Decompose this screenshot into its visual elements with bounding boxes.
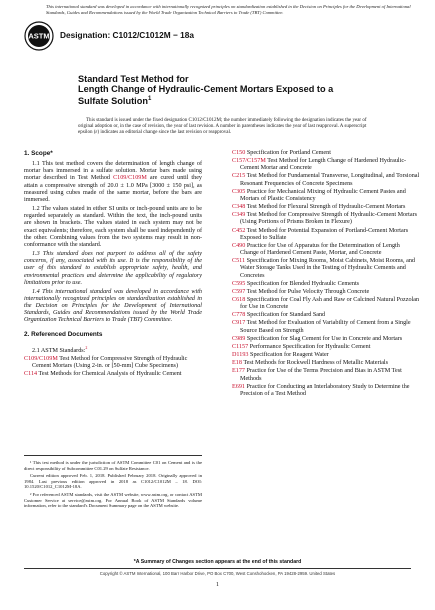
reference-code-link[interactable]: C597 [232,288,246,295]
reference-item [232,228,420,242]
reference-item [232,336,420,343]
right-column [232,150,420,399]
reference-item [232,352,420,359]
reference-code-link[interactable]: C917 [232,320,246,327]
reference-title: Specification for Standard Sand [245,312,326,319]
scope-1-1-text: 1.1 This test method covers the determination of length change of mortar bars immersed in a sulfate solution. Mortar bars made using mortar described in Test Method [24,161,202,182]
scope-heading: 1. Scope* [24,150,53,157]
reference-title: Test Methods for Rockwell Hardness of Metallic Materials [241,360,389,367]
reference-title: Test Methods for Chemical Analysis of Hydraulic Cement [37,371,182,378]
reference-item [232,173,420,187]
reference-item [24,371,202,378]
document-title [78,74,378,107]
designation-label [60,30,194,40]
scope-1-1 [24,161,202,204]
svg-text:ASTM: ASTM [28,31,50,41]
footnotes [24,455,202,511]
reference-code-link[interactable]: C215 [232,173,246,180]
reference-code-link[interactable]: C349 [232,212,246,219]
reference-title: Practice for Mechanical Mixing of Hydraulic Cement Pastes and Mortars of Plastic Consistency [240,188,406,202]
left-reference-list [24,356,202,378]
reference-title: Test Method for Compressive Strength of Hydraulic-Cement Mortars (Using Portions of Prisms Broken in Flexure) [240,212,418,226]
footnote-1: ¹ This test method is under the jurisdiction of ASTM Committee C01 on Cement and is the direct responsibility of Subcommittee C01.29 on Sulfate Resistance. [24,460,202,471]
reference-item [232,243,420,257]
reference-code-link[interactable]: C109/C109M [24,355,58,362]
reference-title: Specification for Coal Fly Ash and Raw or Calcined Natural Pozzolan for Use in Concrete [240,296,420,311]
reference-title: Test Method for Length Change of Hardened Hydraulic-Cement Mortar and Concrete [240,158,407,172]
scope-1-1-rest: are cured until they attain a compressive strength of 20.0 ± 1.0 MPa [3000 ± 150 psi], as measured using cubes made of the same mortar, before the bars are immersed. [24,175,203,203]
reference-code-link[interactable]: C157/C157M [232,158,266,165]
reference-item [232,204,420,211]
reference-code-link[interactable]: C595 [232,280,246,287]
footnote-2: ² For referenced ASTM standards, visit the ASTM website, www.astm.org, or contact ASTM Customer Service at service@astm.org. For Annual Book of ASTM Standards volume information, refer to the standard's Document Summary page on the ASTM website. [24,491,202,509]
reference-item [232,289,420,296]
reference-code-link[interactable]: E18 [232,360,242,367]
issuance-notice: This standard is issued under the fixed designation C1012/C1012M; the number immediately following the designation indicates the year of original adoption or, in the case of revision, the year of last revision. A number in parentheses indicates the year of last reapproval. A superscript epsilon (ε) indicates an editorial change since the last revision or reapproval. [78,118,367,135]
scope-1-3: 1.3 This standard does not purport to address all of the safety concerns, if any, associated with its use. It is the responsibility of the user of this standard to establish appropriate safety, health, and environmental practices and determine the applicability of regulatory limitations prior to use. [24,251,202,286]
reference-item [232,258,420,279]
title-footnote-mark: 1 [147,96,152,103]
copyright-text: Copyright © ASTM International, 100 Barr Harbor Drive, PO Box C700, West Conshohocken, PA 19428-2959. United States [99,571,336,576]
reference-item [232,360,420,367]
astm-standards-label [32,344,202,355]
reference-code-link[interactable]: C618 [232,296,246,303]
title-line-1: Standard Test Method for [78,74,189,84]
reference-title: Performance Specification for Hydraulic Cement [248,343,371,350]
reference-item [232,189,420,203]
reference-title: Test Method for Flexural Strength of Hydraulic-Cement Mortars [245,204,406,211]
reference-title: Test Method for Pulse Velocity Through Concrete [245,288,370,295]
reference-item [232,297,420,311]
reference-title: Practice for Use of Apparatus for the Determination of Length Change of Hardened Cement Paste, Mortar, and Concrete [240,242,400,257]
scope-1-1-ref-link[interactable]: C109/C109M [113,175,147,182]
summary-of-changes-note: *A Summary of Changes section appears at the end of this standard [133,559,302,565]
reference-title: Specification for Slag Cement for Use in Concrete and Mortars [245,335,403,342]
reference-item [232,320,420,334]
reference-title: Specification for Mixing Rooms, Moist Cabinets, Moist Rooms, and Water Storage Tanks Used in the Testing of Hydraulic Cements and Concretes [240,258,415,279]
reference-item [24,356,202,370]
reference-code-link[interactable]: C778 [232,312,246,319]
reference-title: Specification for Reagent Water [248,352,329,359]
reference-item [232,368,420,382]
reference-code-link[interactable]: C150 [232,150,246,156]
astm-logo-icon [24,21,54,51]
reference-code-link[interactable]: C989 [232,335,246,342]
reference-code-link[interactable]: E177 [232,368,245,375]
reference-code-link[interactable]: C511 [232,258,246,265]
astm-standards-text: 2.1 ASTM Standards: [32,347,86,354]
reference-code-link[interactable]: C348 [232,204,246,211]
designation-text: Designation: C1012/C1012M − 18a [60,30,194,40]
reference-code-link[interactable]: D1193 [232,352,249,359]
reference-item [232,212,420,226]
reference-item [232,281,420,288]
references-heading: 2. Referenced Documents [24,330,103,338]
reference-title: Test Method for Potential Expansion of Portland-Cement Mortars Exposed to Sulfate [240,227,409,241]
reference-code-link[interactable]: C490 [232,242,246,249]
reference-code-link[interactable]: E691 [232,383,245,390]
reference-code-link[interactable]: C305 [232,188,246,195]
scope-1-2: 1.2 The values stated in either SI units or inch-pound units are to be regarded separately as standard. Within the text, the inch-pound units are shown in brackets. The values stated in each system may not be exact equivalents; therefore, each system shall be used independently of the other. Combining values from the two systems may result in non-conformance with the standard. [24,206,202,248]
astm-standards-footnote-mark: 2 [85,344,88,350]
scope-1-4: 1.4 This international standard was developed in accordance with internationally recognized principles on standardization established in the Decision on Principles for the Development of International Standards, Guides and Recommendations issued by the World Trade Organization Technical Barriers to Trade (TBT) Committee. [24,288,202,324]
reference-title: Test Method for Compressive Strength of Hydraulic Cement Mortars (Using 2-in. or [50-mm] Cube Specimens) [32,355,188,370]
reference-code-link[interactable]: C114 [24,371,38,378]
standardization-banner: This international standard was developed in accordance with internationally recognized principles on standardization established in the Decision on Principles for the Development of International Standards, Guides and Recommendations issued by the World Trade Organization Technical Barriers to Trade (TBT) Committee. [46,4,411,15]
footnote-1b: Current edition approved Feb. 1, 2018. Published February 2018. Originally approved in 1984. Last previous edition approved in 2018 as C1012/C1012M – 18. DOI: 10.1520/C1012_C1012M-18A. [24,473,202,490]
reference-title: Practice for Conducting an Interlaboratory Study to Determine the Precision of a Test Method [240,383,410,397]
reference-item [232,158,420,172]
copyright-divider [24,568,411,569]
page-number: 1 [216,582,219,588]
reference-item [232,312,420,319]
right-reference-list [232,150,420,398]
reference-item [232,344,420,351]
left-column [24,150,202,379]
reference-item [232,150,420,157]
title-line-2: Length Change of Hydraulic-Cement Mortars Exposed to a [78,84,334,95]
reference-title: Specification for Portland Cement [245,150,331,156]
reference-title: Test Method for Fundamental Transverse, Longitudinal, and Torsional Resonant Frequencies of Concrete Specimens [240,173,420,187]
title-line-3: Sulfate Solution [78,96,148,107]
reference-title: Test Method for Evaluation of Variability of Cement from a Single Source Based on Strength [240,320,411,334]
reference-item [232,384,420,398]
reference-title: Specification for Blended Hydraulic Cements [245,280,360,287]
reference-code-link[interactable]: C1157 [232,343,249,350]
reference-title: Practice for Use of the Terms Precision and Bias in ASTM Test Methods [240,368,402,382]
reference-code-link[interactable]: C452 [232,227,246,234]
